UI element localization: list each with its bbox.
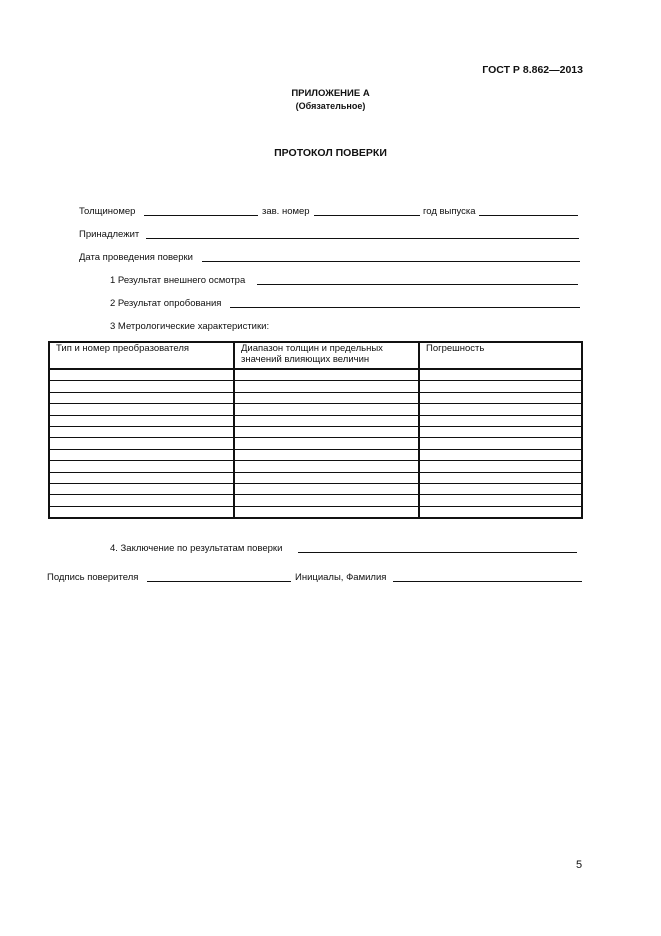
range-cell[interactable]: [234, 483, 419, 494]
column-header-range: Диапазон толщин и предельных значений влияющих величин: [234, 342, 419, 369]
table-row: [49, 438, 582, 449]
table-row: [49, 472, 582, 483]
appendix-title: ПРИЛОЖЕНИЕ А: [291, 88, 370, 99]
converter-cell[interactable]: [49, 381, 234, 392]
belongs-to-field[interactable]: [146, 238, 579, 239]
column-header-converter: Тип и номер преобразователя: [49, 342, 234, 369]
appendix-subtitle: (Обязательное): [295, 101, 366, 111]
verifier-signature-field[interactable]: [147, 581, 291, 582]
table-row: [49, 506, 582, 518]
table-row: [49, 495, 582, 506]
converter-cell[interactable]: [49, 426, 234, 437]
range-cell[interactable]: [234, 472, 419, 483]
thickness-gauge-field[interactable]: [144, 215, 258, 216]
thickness-gauge-label: Толщиномер: [79, 206, 136, 217]
range-cell[interactable]: [234, 392, 419, 403]
error-cell[interactable]: [419, 438, 582, 449]
table-row: [49, 392, 582, 403]
converter-cell[interactable]: [49, 369, 234, 381]
verifier-signature-label: Подпись поверителя: [47, 572, 139, 583]
initials-surname-label: Инициалы, Фамилия: [295, 572, 387, 583]
converter-cell[interactable]: [49, 392, 234, 403]
table-header-row: [49, 342, 582, 369]
error-cell[interactable]: [419, 495, 582, 506]
serial-number-label: зав. номер: [262, 206, 310, 217]
converter-cell[interactable]: [49, 472, 234, 483]
range-cell[interactable]: [234, 449, 419, 460]
error-cell[interactable]: [419, 381, 582, 392]
standard-number: ГОСТ Р 8.862—2013: [482, 64, 583, 76]
testing-result-field[interactable]: [230, 307, 580, 308]
year-field[interactable]: [479, 215, 578, 216]
year-label: год выпуска: [423, 206, 476, 217]
initials-surname-field[interactable]: [393, 581, 582, 582]
range-cell[interactable]: [234, 415, 419, 426]
table-row: [49, 483, 582, 494]
converter-cell[interactable]: [49, 506, 234, 518]
error-cell[interactable]: [419, 415, 582, 426]
external-inspection-label: 1 Результат внешнего осмотра: [110, 275, 246, 286]
error-cell[interactable]: [419, 472, 582, 483]
conclusion-label: 4. Заключение по результатам поверки: [110, 543, 283, 554]
table-row: [49, 426, 582, 437]
protocol-title: ПРОТОКОЛ ПОВЕРКИ: [274, 147, 387, 159]
converter-cell[interactable]: [49, 483, 234, 494]
external-inspection-field[interactable]: [257, 284, 578, 285]
table-row: [49, 449, 582, 460]
error-cell[interactable]: [419, 483, 582, 494]
table-row: [49, 369, 582, 381]
metrological-table: [48, 341, 583, 519]
serial-number-field[interactable]: [314, 215, 420, 216]
converter-cell[interactable]: [49, 461, 234, 472]
table-row: [49, 381, 582, 392]
range-cell[interactable]: [234, 426, 419, 437]
range-cell[interactable]: [234, 381, 419, 392]
error-cell[interactable]: [419, 404, 582, 415]
error-cell[interactable]: [419, 461, 582, 472]
range-cell[interactable]: [234, 506, 419, 518]
converter-cell[interactable]: [49, 449, 234, 460]
range-cell[interactable]: [234, 461, 419, 472]
converter-cell[interactable]: [49, 415, 234, 426]
conclusion-field[interactable]: [298, 552, 577, 553]
range-cell[interactable]: [234, 495, 419, 506]
error-cell[interactable]: [419, 392, 582, 403]
converter-cell[interactable]: [49, 438, 234, 449]
testing-result-label: 2 Результат опробования: [110, 298, 222, 309]
converter-cell[interactable]: [49, 404, 234, 415]
metrological-label: 3 Метрологические характеристики:: [110, 321, 270, 332]
error-cell[interactable]: [419, 369, 582, 381]
table-row: [49, 415, 582, 426]
table-row: [49, 461, 582, 472]
range-cell[interactable]: [234, 404, 419, 415]
belongs-to-label: Принадлежит: [79, 229, 140, 240]
verification-date-label: Дата проведения поверки: [79, 252, 193, 263]
error-cell[interactable]: [419, 449, 582, 460]
range-cell[interactable]: [234, 369, 419, 381]
page-number: 5: [576, 859, 583, 871]
error-cell[interactable]: [419, 506, 582, 518]
error-cell[interactable]: [419, 426, 582, 437]
column-header-error: Погрешность: [419, 342, 582, 369]
table-row: [49, 404, 582, 415]
verification-date-field[interactable]: [202, 261, 580, 262]
range-cell[interactable]: [234, 438, 419, 449]
converter-cell[interactable]: [49, 495, 234, 506]
